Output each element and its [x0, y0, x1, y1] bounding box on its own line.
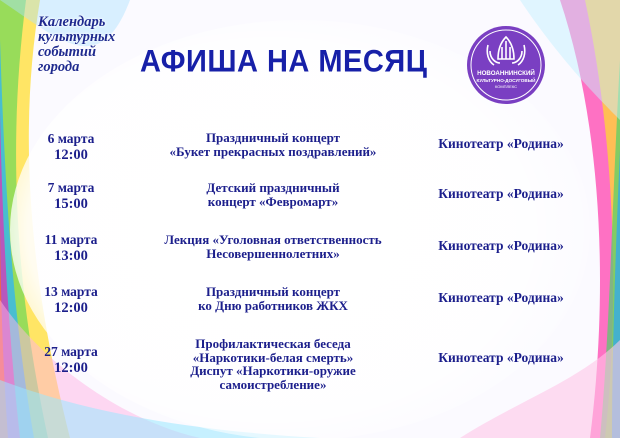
side-label-line: города: [38, 59, 80, 75]
side-label-line: Календарь: [38, 14, 106, 30]
event-date: 6 марта: [47, 131, 95, 146]
event-venue: Кинотеатр «Родина»: [438, 350, 564, 365]
event-datetime: [30, 131, 112, 163]
event-date: 11 марта: [44, 232, 98, 247]
event-datetime: [30, 284, 112, 316]
event-title: [150, 181, 396, 208]
event-time: 12:00: [54, 360, 88, 376]
event-title-line: самоистребление»: [219, 376, 327, 392]
event-title-line: Профилактическая беседа: [195, 336, 351, 351]
side-label-line: культурных: [38, 29, 116, 45]
event-title: [150, 131, 396, 158]
event-venue: Кинотеатр «Родина»: [438, 136, 564, 151]
event-venue: Кинотеатр «Родина»: [438, 186, 564, 201]
logo-text-line: НОВОАННИНСКИЙ: [477, 70, 535, 77]
event-date: 13 марта: [44, 284, 98, 299]
event-title-line: Детский праздничный: [206, 180, 340, 195]
logo-text-line: КОМПЛЕКС: [494, 84, 518, 89]
event-datetime: [30, 232, 112, 264]
side-label: [38, 15, 138, 75]
event-title-line: ко Дню работников ЖКХ: [198, 297, 348, 313]
event-datetime: [30, 180, 112, 212]
event-title-line: концерт «Февромарт»: [207, 193, 339, 209]
event-title-line: Лекция «Уголовная ответственность: [164, 232, 382, 247]
event-date: 27 марта: [44, 344, 98, 359]
side-label-line: событий: [38, 44, 97, 60]
event-title-line: «Букет прекрасных поздравлений»: [169, 143, 377, 159]
event-title: [150, 233, 396, 260]
page-title: АФИША НА МЕСЯЦ: [140, 44, 428, 80]
event-title-line: Несовершеннолетних»: [206, 245, 340, 261]
event-venue: Кинотеатр «Родина»: [438, 290, 564, 305]
event-title: [150, 285, 396, 312]
event-title-line: Праздничный концерт: [205, 284, 341, 299]
event-datetime: [30, 344, 112, 376]
logo: [466, 25, 546, 105]
event-time: 13:00: [54, 248, 88, 264]
event-venue: Кинотеатр «Родина»: [438, 238, 564, 253]
event-title-line: Диспут «Наркотики-оружие: [190, 363, 356, 378]
event-title: [150, 337, 396, 391]
event-time: 12:00: [54, 300, 88, 316]
event-time: 15:00: [54, 196, 88, 212]
event-title-line: Праздничный концерт: [205, 130, 341, 145]
event-title-line: «Наркотики-белая смерть»: [192, 349, 354, 365]
event-date: 7 марта: [47, 180, 95, 195]
logo-text-line: КУЛЬТУРНО-ДОСУГОВЫЙ: [476, 78, 536, 83]
event-time: 12:00: [54, 147, 88, 163]
